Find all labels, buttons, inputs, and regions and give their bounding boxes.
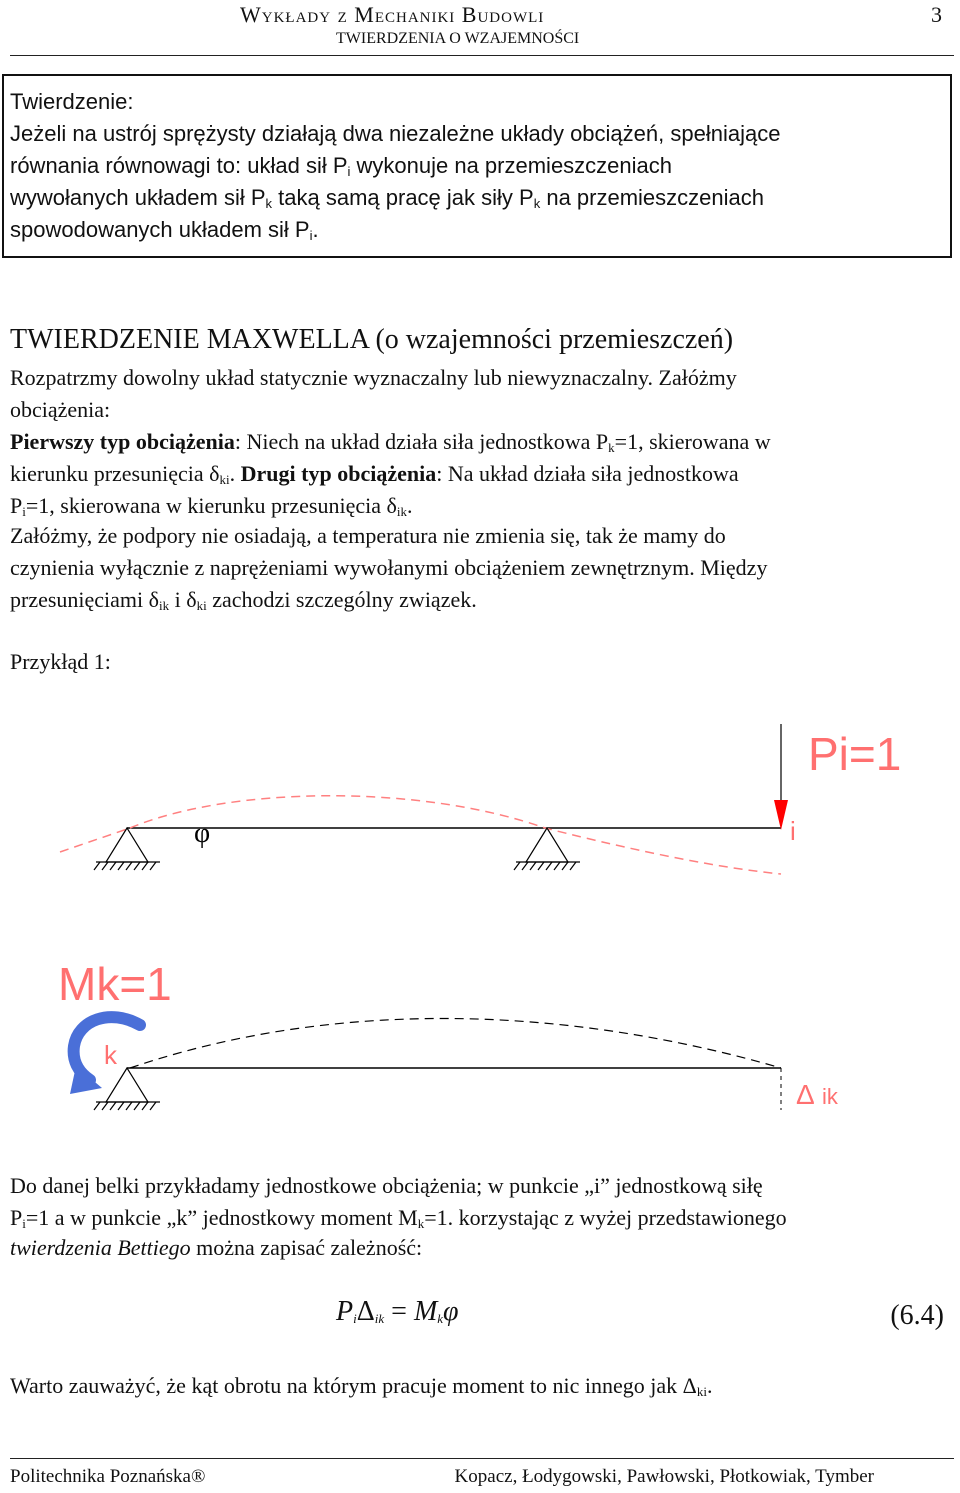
paragraph-line: twierdzenia Bettiego można zapisać zależność: xyxy=(10,1235,423,1260)
beam-1 xyxy=(60,724,788,874)
footer-right: Kopacz, Łodygowski, Pawłowski, Płotkowiak, Tymber xyxy=(454,1466,874,1487)
label-delta: Δ xyxy=(796,1079,815,1110)
theorem-line: równania równowagi to: układ sił $P_i$ wykonuje na przemieszczeniach xyxy=(10,153,673,179)
footer-rule xyxy=(10,1458,954,1459)
beam-2-deflection xyxy=(130,1018,781,1068)
paragraph-line: obciążenia: xyxy=(10,397,111,422)
formula: $P_i\Delta_{ik} = M_k\varphi$ xyxy=(336,1296,459,1327)
paragraph-line: przesunięciami $\delta_{ik}$ i $\delta_{ki}$ zachodzi szczególny związek. xyxy=(10,587,477,613)
label-Mk: Mk=1 xyxy=(58,958,172,1010)
support-left xyxy=(94,828,160,870)
label-k: k xyxy=(104,1040,117,1070)
label-Pi: Pi=1 xyxy=(808,728,902,780)
paragraph-line: $P_i=1$, skierowana w kierunku przesunięcia $\delta_{ik}$. xyxy=(10,493,413,519)
example-label: Przykłąd 1: xyxy=(10,649,111,674)
footer-left: Politechnika Poznańska® xyxy=(10,1466,206,1487)
page-number: 3 xyxy=(931,2,942,27)
paragraph-line: kierunku przesunięcia $\delta_{ki}$. Drugi typ obciążenia: Na układ działa siła jednostkowa xyxy=(10,461,739,487)
header-title: Wykłady z Mechaniki Budowli xyxy=(240,2,545,27)
paragraph-line: Do danej belki przykładamy jednostkowe obciążenia; w punkcie „i” jednostkową siłę xyxy=(10,1173,763,1198)
paragraph-line: Rozpatrzmy dowolny układ statycznie wyznaczalny lub niewyznaczalny. Załóżmy xyxy=(10,365,737,390)
header-subtitle: TWIERDZENIA O WZAJEMNOŚCI xyxy=(336,30,580,47)
label-phi: φ xyxy=(194,818,211,849)
force-Pi-arrow xyxy=(774,800,788,830)
paragraph-line: Pierwszy typ obciążenia: Niech na układ działa siła jednostkowa $P_k=1$, skierowana w xyxy=(10,429,771,455)
beam-1-deflection xyxy=(130,796,781,874)
section-title: TWIERDZENIE MAXWELLA (o wzajemności przemieszczeń) xyxy=(10,324,734,355)
label-delta-sub: ik xyxy=(822,1084,838,1109)
paragraph-line: czynienia wyłącznie z naprężeniami wywołanymi obciążeniem zewnętrznym. Między xyxy=(10,555,768,580)
paragraph-line: $P_i=1$ a w punkcie „k” jednostkowy moment $M_k=1$. korzystając z wyżej przedstawionego xyxy=(10,1205,787,1231)
support-left-2 xyxy=(94,1068,160,1110)
paragraph-line: Warto zauważyć, że kąt obrotu na którym pracuje moment to nic innego jak $\Delta_{ki}$. xyxy=(10,1373,713,1399)
beam-2 xyxy=(70,1017,781,1110)
label-i: i xyxy=(790,816,796,846)
equation-number: (6.4) xyxy=(890,1300,944,1331)
theorem-line: Jeżeli na ustrój sprężysty działają dwa niezależne układy obciążeń, spełniające xyxy=(10,121,781,146)
theorem-line: spowodowanych układem sił $P_i$. xyxy=(10,217,319,243)
paragraph-line: Załóżmy, że podpory nie osiadają, a temperatura nie zmienia się, tak że mamy do xyxy=(10,523,726,548)
theorem-line: wywołanych układem sił $P_k$ taką samą pracę jak siły $P_k$ na przemieszczeniach xyxy=(10,185,764,211)
support-middle xyxy=(514,828,580,870)
theorem-heading: Twierdzenie: xyxy=(10,89,134,114)
